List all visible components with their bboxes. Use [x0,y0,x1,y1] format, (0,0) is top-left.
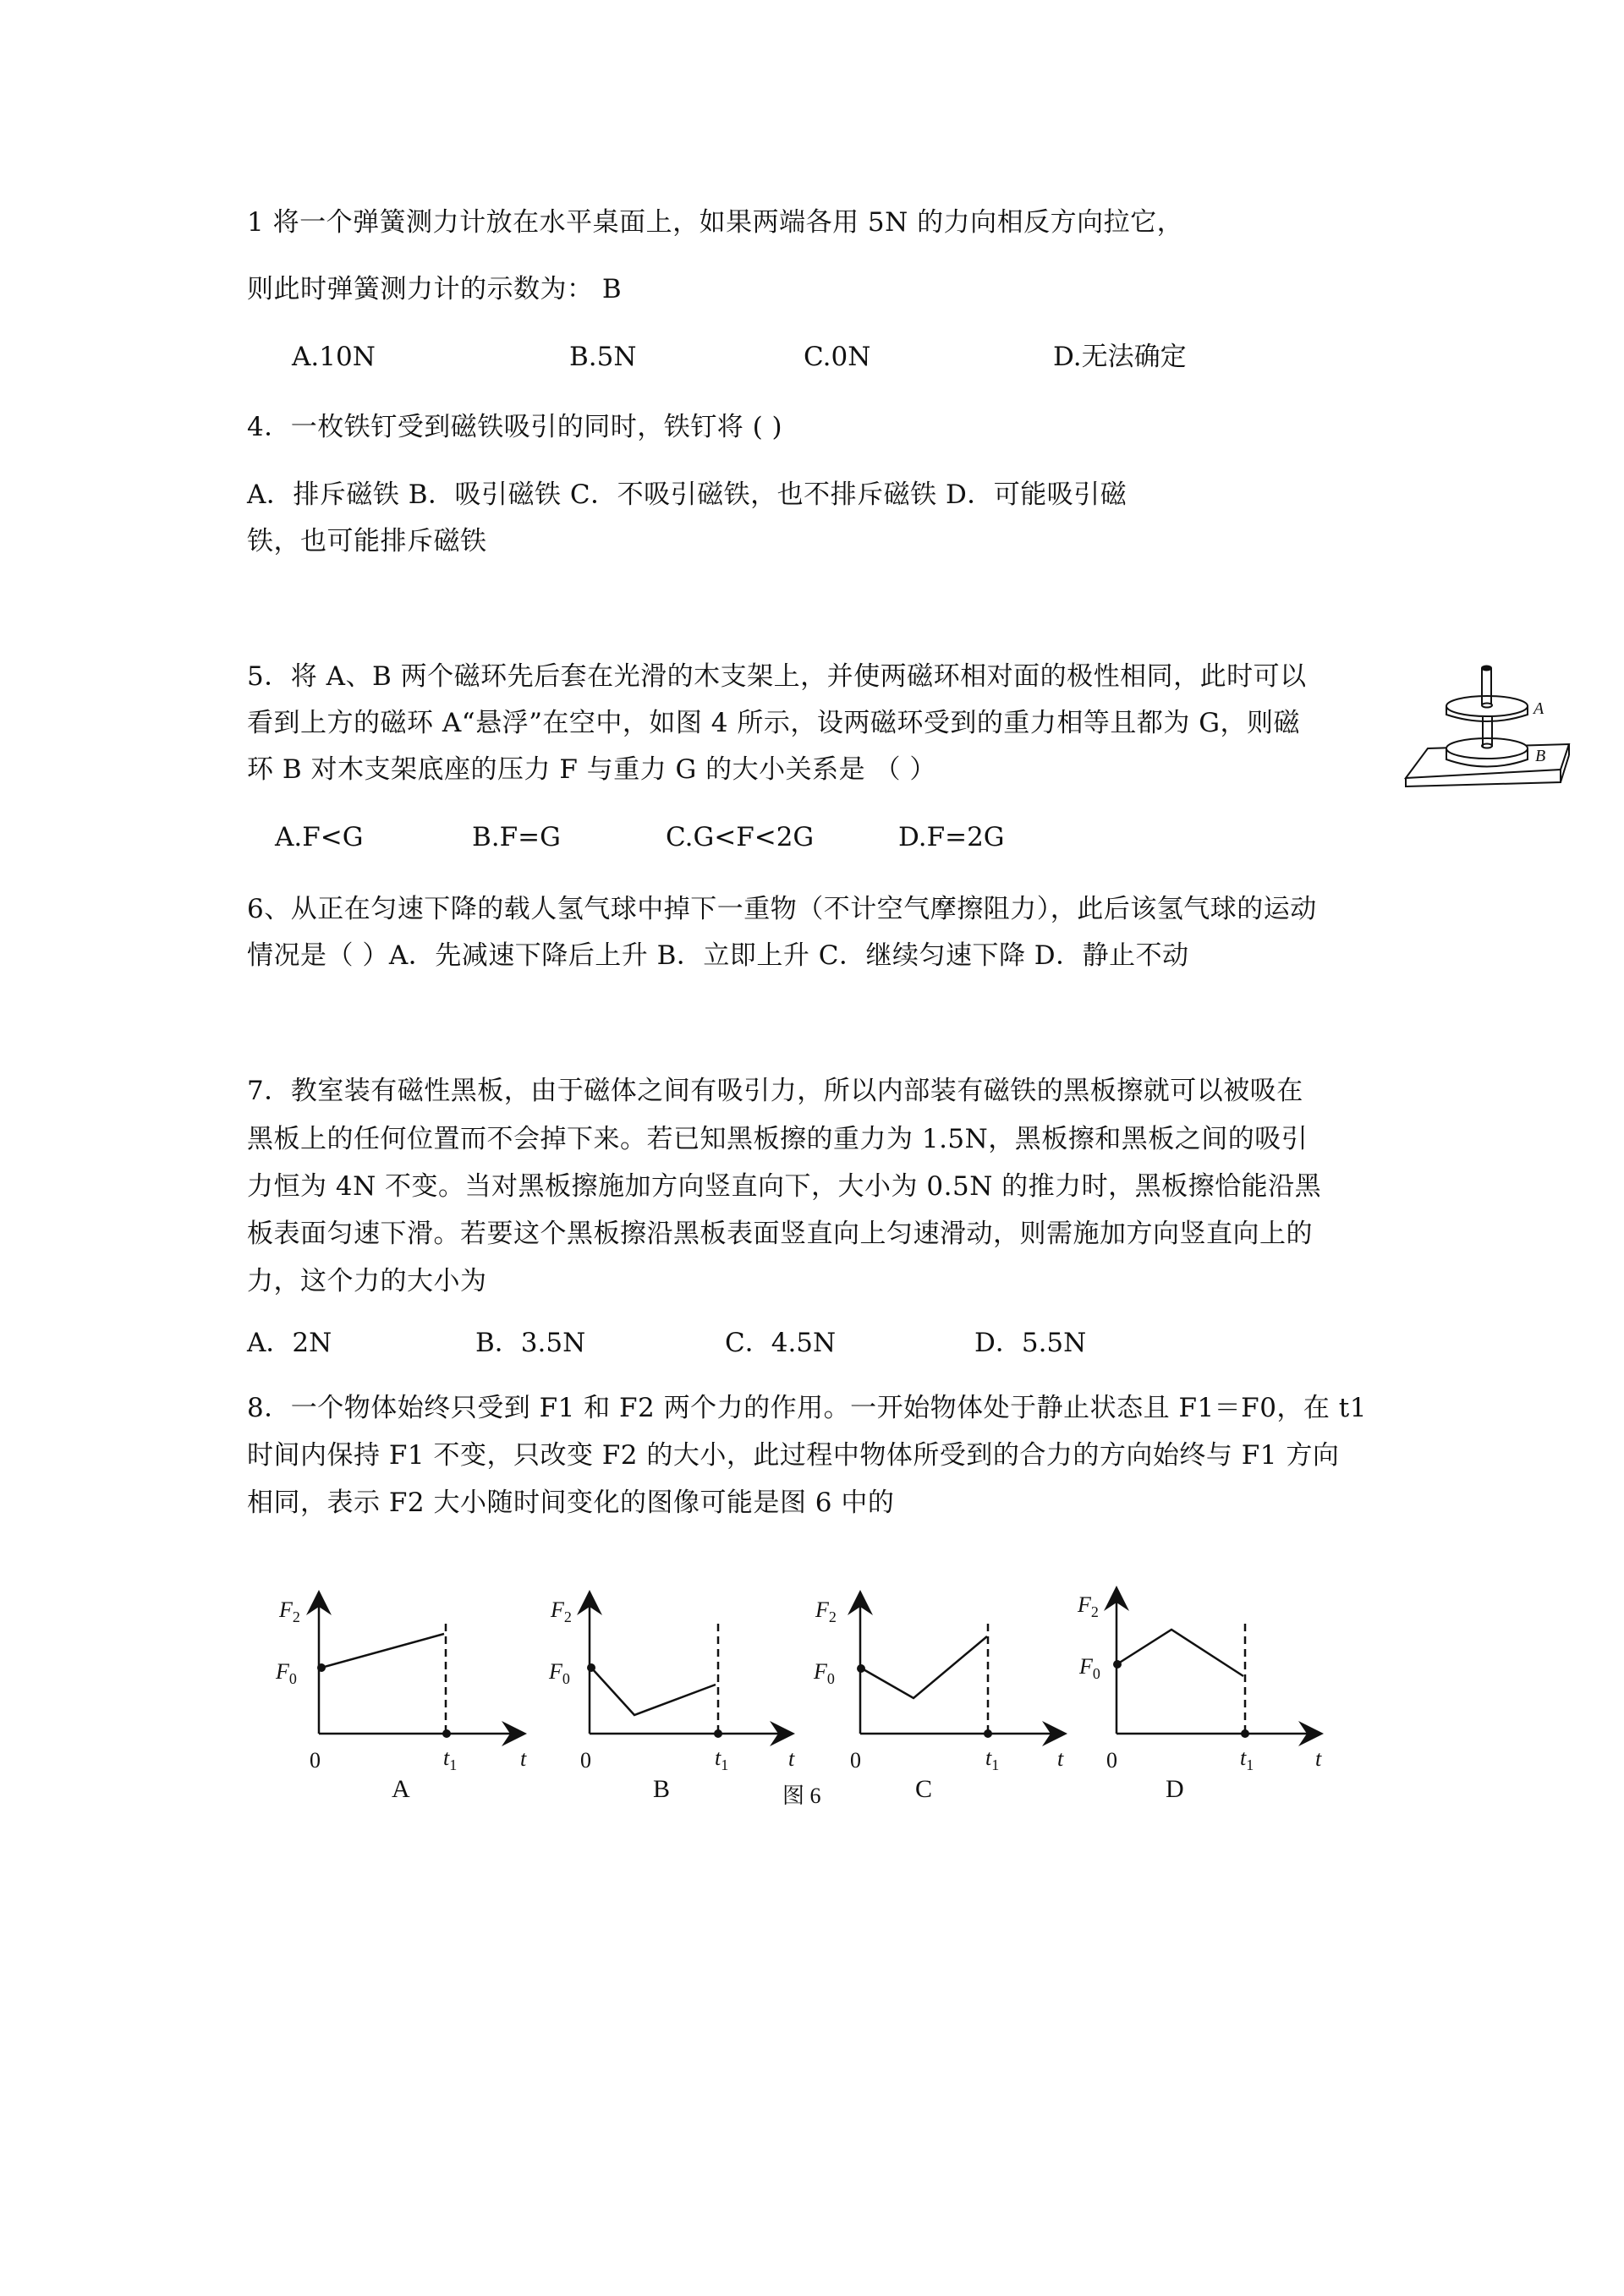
svg-text:t1 [443,1745,457,1773]
graph-c [780,1569,1064,1806]
q5-line-1: 5．将 A、B 两个磁环先后套在光滑的木支架上，并使两磁环相对面的极性相同，此时可以 [247,661,1307,692]
f0-label: F [814,1659,827,1684]
q5-line-2: 看到上方的磁环 A“悬浮”在空中，如图 4 所示，设两磁环受到的重力相等且都为 G，则磁 [247,708,1300,738]
q1-option-c: C.0N [804,342,871,372]
graph-a [254,1569,533,1806]
ring-b-label: B [1535,747,1546,765]
q7-line-2: 黑板上的任何位置而不会掉下来。若已知黑板擦的重力为 1.5N，黑板擦和黑板之间的吸引 [247,1124,1309,1154]
svg-text:F2 [815,1597,837,1625]
q8-line-3: 相同，表示 F2 大小随时间变化的图像可能是图 6 中的 [247,1488,895,1518]
q7-option-b: B．3.5N [475,1328,586,1358]
q8-line-1: 8．一个物体始终只受到 F1 和 F2 两个力的作用。一开始物体处于静止状态且 F1＝F0，在 t1 [247,1393,1367,1423]
svg-text:F0 [548,1659,570,1687]
q7-option-a: A．2N [247,1328,332,1358]
t1-label: t [443,1745,450,1770]
t1-subscript: 1 [991,1756,1000,1773]
q7-line-1: 7．教室装有磁性黑板，由于磁体之间有吸引力，所以内部装有磁铁的黑板擦就可以被吸在 [247,1076,1303,1106]
svg-text:F2 [278,1597,300,1625]
t1-subscript: 1 [721,1756,729,1773]
y-axis-subscript: 2 [1090,1603,1099,1620]
svg-text:F0 [275,1659,297,1687]
f0-label: F [549,1659,562,1684]
svg-text:F2 [1077,1592,1099,1620]
graph-c-plot [780,1569,1064,1806]
t1-label: t [715,1745,721,1770]
origin-label: 0 [1106,1748,1117,1773]
f0-subscript: 0 [826,1670,835,1687]
x-axis-label: t [520,1746,527,1771]
q5-option-b: B.F=G [472,822,561,852]
y-axis-label: F [1078,1592,1091,1617]
q4-line-2: A．排斥磁铁 B．吸引磁铁 C．不吸引磁铁，也不排斥磁铁 D．可能吸引磁 [247,479,1127,510]
x-axis-label: t [788,1746,795,1771]
q6-line-1: 6、从正在匀速下降的载人氢气球中掉下一重物（不计空气摩擦阻力），此后该氢气球的运动 [247,894,1317,924]
y-axis-label: F [551,1597,564,1622]
x-axis-label: t [1315,1746,1322,1771]
f0-subscript: 0 [288,1670,297,1687]
figure-6-caption: 图 6 [782,1784,821,1808]
t1-subscript: 1 [449,1756,458,1773]
f0-label: F [1079,1654,1093,1679]
graph-b-label: B [653,1775,671,1803]
x-axis-label: t [1057,1746,1064,1771]
graph-a-label: A [392,1775,410,1803]
t1-label: t [985,1745,992,1770]
origin-label: 0 [580,1748,591,1773]
svg-text:F0 [813,1659,835,1687]
q8-line-2: 时间内保持 F1 不变，只改变 F2 的大小，此过程中物体所受到的合力的方向始终与 F1 方向 [247,1440,1340,1471]
svg-text:t1 [985,1745,999,1773]
q7-option-d: D．5.5N [974,1328,1087,1358]
graph-c-label: C [915,1775,933,1803]
q1-option-a: A.10N [292,342,376,372]
q6-line-2: 情况是（ ）A．先减速下降后上升 B．立即上升 C．继续匀速下降 D．静止不动 [247,940,1189,971]
y-axis-label: F [815,1597,829,1622]
y-axis-subscript: 2 [828,1608,837,1625]
q5-option-c: C.G<F<2G [666,822,815,852]
q1-line-1: 1 将一个弹簧测力计放在水平桌面上，如果两端各用 5N 的力向相反方向拉它， [247,207,1184,238]
svg-text:F0 [1078,1654,1100,1682]
ring-a-label: A [1533,699,1544,718]
q1-line-2: 则此时弹簧测力计的示数为： B [247,274,623,304]
q5-line-3: 环 B 对木支架底座的压力 F 与重力 G 的大小关系是 （ ） [247,754,936,785]
f0-subscript: 0 [562,1670,570,1687]
q7-line-5: 力，这个力的大小为 [247,1266,487,1296]
q5-option-d: D.F=2G [898,822,1005,852]
q5-option-a: A.F<G [275,822,364,852]
q1-option-b: B.5N [569,342,637,372]
origin-label: 0 [850,1748,861,1773]
q7-line-3: 力恒为 4N 不变。当对黑板擦施加方向竖直向下，大小为 0.5N 的推力时，黑板擦恰能沿黑 [247,1171,1322,1202]
q1-option-d: D.无法确定 [1053,342,1187,372]
y-axis-subscript: 2 [563,1608,572,1625]
t1-subscript: 1 [1246,1756,1254,1773]
figure-4-magnet-rings [1396,638,1573,791]
f0-subscript: 0 [1092,1665,1100,1682]
graph-b-plot [522,1569,801,1806]
graph-b [522,1569,801,1806]
graph-a-plot [254,1569,533,1806]
f0-label: F [276,1659,289,1684]
q4-line-3: 铁，也可能排斥磁铁 [247,526,487,556]
svg-text:t1 [715,1745,728,1773]
y-axis-subscript: 2 [292,1608,300,1625]
q4-line-1: 4．一枚铁钉受到磁铁吸引的同时，铁钉将 ( ) [247,412,783,442]
graph-d [1049,1569,1328,1806]
svg-text:t1 [1240,1745,1254,1773]
graph-d-plot [1049,1569,1328,1806]
y-axis-label: F [279,1597,293,1622]
origin-label: 0 [310,1748,321,1773]
q7-line-4: 板表面匀速下滑。若要这个黑板擦沿黑板表面竖直向上匀速滑动，则需施加方向竖直向上的 [247,1219,1313,1249]
svg-text:F2 [550,1597,572,1625]
magnet-rings-illustration [1396,638,1573,791]
t1-label: t [1240,1745,1247,1770]
graph-d-label: D [1166,1775,1184,1803]
q7-option-c: C．4.5N [725,1328,837,1358]
